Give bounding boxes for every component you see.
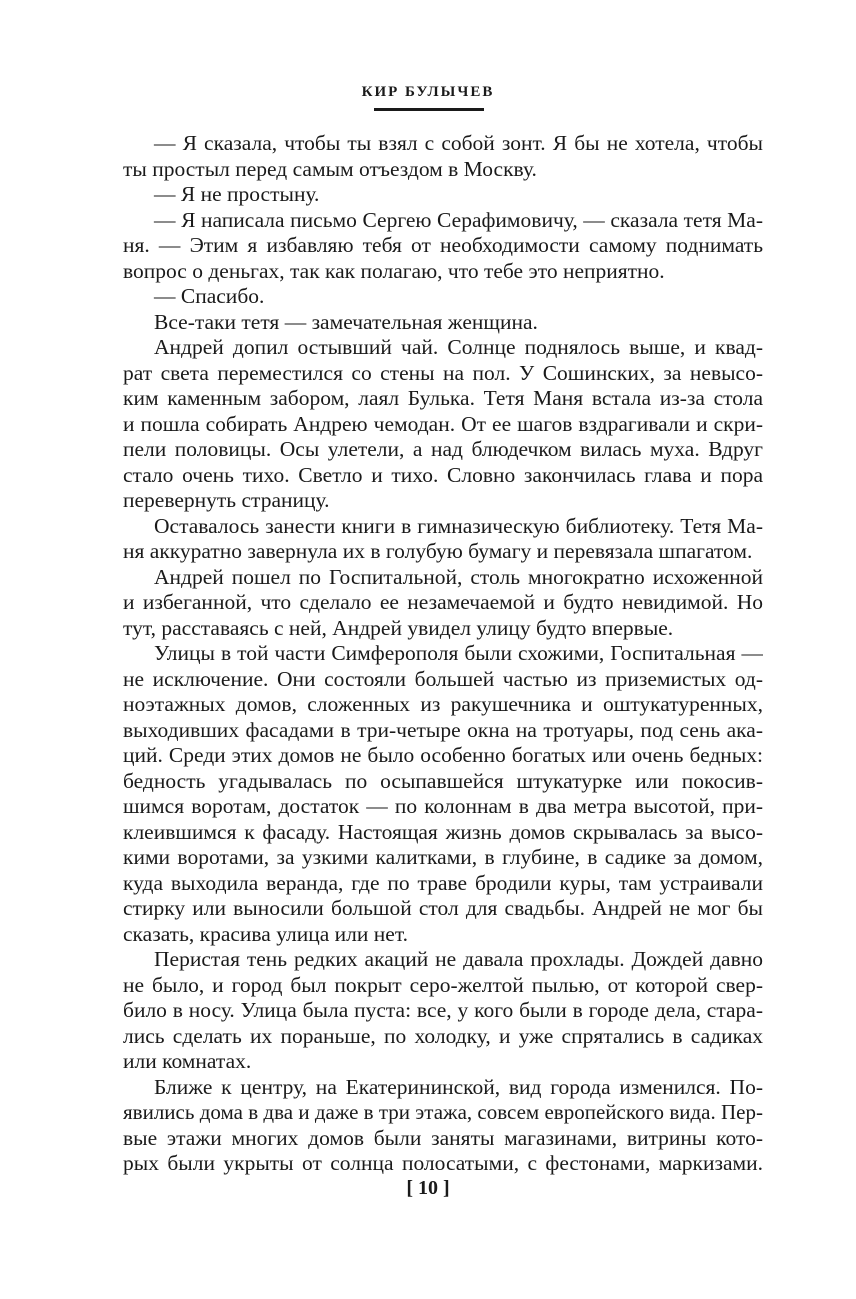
- text-line: Андрей допил остывший чай. Солнце поднялось выше, и квад-: [154, 335, 763, 359]
- text-line: или комнатах.: [123, 1049, 252, 1073]
- text-line: клеившимся к фасаду. Настоящая жизнь домов скрывалась за высо-: [123, 819, 763, 844]
- text-line: — Я не простыну.: [154, 182, 320, 206]
- text-line: рых были укрыты от солнца полосатыми, с фестонами, маркизами.: [123, 1151, 763, 1175]
- text-line: Андрей пошел по Госпитальной, столь многократно исхоженной: [154, 564, 763, 589]
- text-line: вые этажи многих домов были заняты магазинами, витрины кото-: [123, 1125, 763, 1150]
- text-line: кими воротами, за узкими калитками, в глубине, в садике за домом,: [123, 845, 763, 869]
- text-line: и избеганной, что сделало ее незамечаемой и будто невидимой. Но: [123, 590, 763, 614]
- text-line: лись сделать их пораньше, по холодку, и уже спрятались в садиках: [123, 1023, 763, 1048]
- text-line: ня аккуратно завернула их в голубую бумагу и перевязала шпагатом.: [123, 539, 753, 563]
- text-line: — Я написала письмо Сергею Серафимовичу, — сказала тетя Ма-: [154, 207, 763, 232]
- text-line: ноэтажных домов, сложенных из ракушечника и оштукатуренных,: [123, 692, 763, 716]
- text-line: сказать, красива улица или нет.: [123, 921, 408, 946]
- text-line: выходивших фасадами в три-четыре окна на тротуары, под сень ака-: [123, 717, 763, 742]
- text-line: — Спасибо.: [154, 284, 265, 308]
- text-line: рат света переместился со стены на пол. У Сошинских, за невысо-: [123, 360, 763, 385]
- body-text: [123, 131, 763, 1177]
- text-line: перевернуть страницу.: [123, 488, 330, 512]
- text-line: ты простыл перед самым отъездом в Москву.: [123, 156, 537, 181]
- text-line: куда выходила веранда, где по траве бродили куры, там устраивали: [123, 870, 763, 895]
- text-line: ня. — Этим я избавляю тебя от необходимости самому поднимать: [123, 233, 763, 257]
- text-line: не было, и город был покрыт серо-желтой пылью, от которой свер-: [123, 972, 763, 997]
- text-line: пели половицы. Осы улетели, а над блюдечком вилась муха. Вдруг: [123, 437, 763, 461]
- text-line: Все-таки тетя — замечательная женщина.: [154, 309, 538, 334]
- text-line: бедность угадывалась по осыпавшейся штукатурке или покосив-: [123, 768, 763, 793]
- text-line: вопрос о деньгах, так как полагаю, что тебе это неприятно.: [123, 258, 665, 283]
- text-line: стало очень тихо. Светло и тихо. Словно закончилась глава и пора: [123, 462, 763, 487]
- running-title: КИР БУЛЫЧЕВ: [361, 84, 495, 100]
- text-line: Оставалось занести книги в гимназическую библиотеку. Тетя Ма-: [154, 513, 763, 538]
- text-line: не исключение. Они состояли большей частью из приземистых од-: [123, 666, 763, 691]
- text-line: явились дома в два и даже в три этажа, совсем европейского вида. Пер-: [123, 1100, 763, 1124]
- text-line: ким каменным забором, лаял Булька. Тетя Маня встала из-за стола: [123, 386, 763, 410]
- text-line: тут, расставаясь с ней, Андрей увидел улицу будто впервые.: [123, 615, 674, 640]
- text-line: Перистая тень редких акаций не давала прохлады. Дождей давно: [154, 947, 763, 971]
- page-number: [ 10 ]: [406, 1177, 450, 1199]
- text-line: шимся воротам, достаток — по колоннам в два метра высотой, при-: [123, 794, 763, 818]
- text-line: стирку или выносили большой стол для свадьбы. Андрей не мог бы: [123, 896, 763, 920]
- text-line: ций. Среди этих домов не было особенно богатых или очень бедных:: [123, 743, 763, 767]
- header-rule: [374, 108, 484, 111]
- text-line: и пошла собирать Андрею чемодан. От ее шагов вздрагивали и скри-: [123, 411, 763, 436]
- text-line: — Я сказала, чтобы ты взял с собой зонт. Я бы не хотела, чтобы: [154, 131, 763, 155]
- text-line: Ближе к центру, на Екатерининской, вид города изменился. По-: [154, 1074, 763, 1099]
- text-line: Улицы в той части Симферополя были схожими, Госпитальная —: [154, 641, 763, 665]
- text-line: било в носу. Улица была пуста: все, у кого были в городе дела, стара-: [123, 998, 763, 1022]
